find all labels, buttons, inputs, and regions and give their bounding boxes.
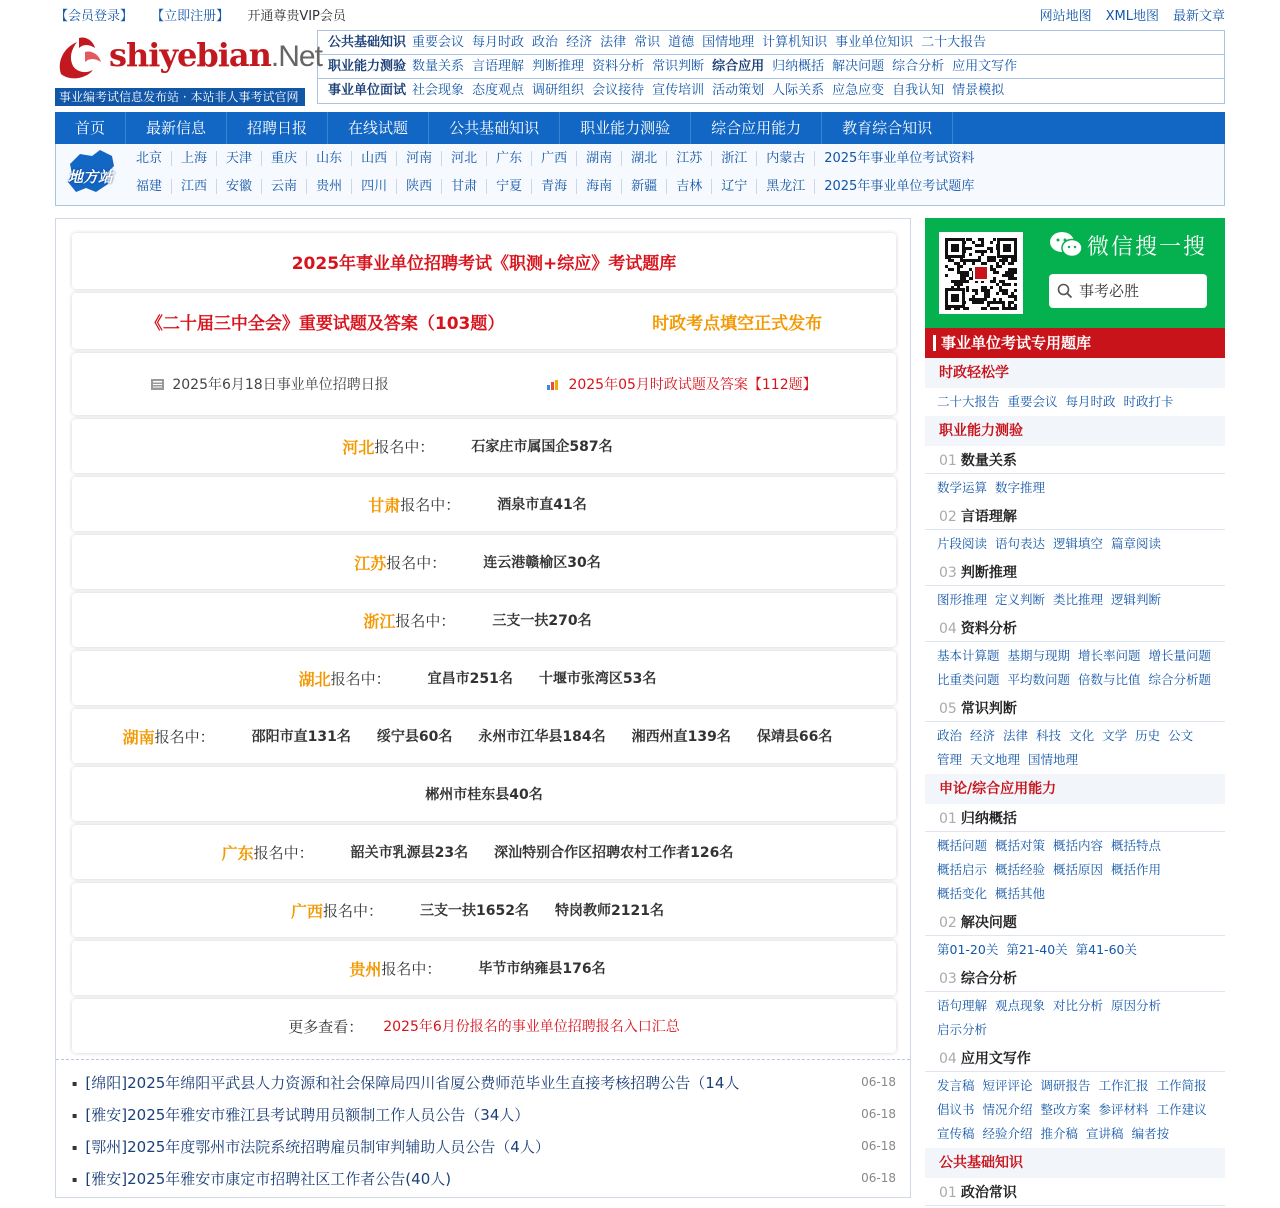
sidebar-link[interactable]: 短评评论 (982, 1078, 1033, 1093)
sidebar-subcategory[interactable] (925, 614, 1225, 642)
sub-number: 04 (939, 1051, 957, 1067)
wechat-title: 微信搜一搜 (1087, 235, 1208, 260)
sub-number: 05 (939, 701, 957, 717)
region-badge[interactable] (56, 144, 126, 204)
sidebar-link[interactable]: 时政打卡 (1123, 394, 1174, 409)
more-row (72, 999, 896, 1053)
sidebar-subcategory[interactable] (925, 558, 1225, 586)
region-link[interactable]: 浙江 (712, 151, 757, 166)
region-link[interactable]: 新疆 (622, 179, 667, 194)
sidebar-link[interactable]: 基期与现期 (1007, 648, 1071, 663)
region-link[interactable]: 江苏 (667, 151, 712, 166)
exam-questions-link[interactable] (547, 374, 816, 394)
promo-right-link[interactable]: 时政考点填空正式发布 (652, 313, 823, 334)
recruit-link[interactable]: 保靖县66名 (756, 729, 833, 745)
news-title[interactable]: ▪ [绵阳]2025年绵阳平武县人力资源和社会保障局四川省厦公费师范毕业生直接考核招聘公告（14人 (72, 1072, 739, 1093)
main-nav-item[interactable]: 在线试题 (328, 112, 429, 144)
sidebar-link[interactable]: 启示分析 (937, 1022, 988, 1037)
main-nav (55, 112, 1225, 144)
header-nav-item[interactable]: 国情地理 (702, 35, 755, 50)
sidebar-link[interactable]: 篇章阅读 (1111, 536, 1162, 551)
logo-brand: shiyebian (109, 36, 271, 74)
sub-name: 言语理解 (960, 509, 1017, 525)
logo-slogan: 事业编考试信息发布站 · 本站非人事考试官网 (55, 88, 305, 106)
sidebar-link[interactable]: 倍数与比值 (1078, 672, 1141, 687)
sidebar-link[interactable]: 二十大报告 (937, 394, 1000, 409)
daily-row (72, 353, 896, 415)
sidebar-link[interactable]: 文化 (1069, 728, 1095, 743)
header-nav-item[interactable]: 数量关系 (412, 59, 465, 74)
sidebar-link[interactable]: 比重类问题 (937, 672, 1000, 687)
sub-name: 常识判断 (960, 701, 1017, 717)
sidebar-link[interactable]: 发言稿 (937, 1078, 975, 1093)
sidebar-link[interactable]: 经验介绍 (982, 1126, 1033, 1141)
recruit-link[interactable]: 深汕特别合作区招聘农村工作者126名 (494, 845, 734, 861)
sidebar-link[interactable]: 类比推理 (1053, 592, 1104, 607)
registering-label: 报名中： (386, 553, 447, 572)
sidebar-links (925, 388, 1225, 416)
sidebar-link[interactable]: 观点现象 (995, 998, 1046, 1013)
recruit-link[interactable]: 湘西州直139名 (631, 729, 731, 745)
sub-number: 02 (939, 915, 957, 931)
sidebar-link[interactable]: 第01-20关 (937, 942, 999, 957)
sidebar-link[interactable]: 概括问题 (937, 838, 988, 853)
sidebar-link[interactable]: 倡议书 (937, 1102, 975, 1117)
region-link[interactable]: 甘肃 (442, 179, 487, 194)
region-link[interactable]: 江西 (172, 179, 217, 194)
sidebar-header: 事业单位考试专用题库 (925, 328, 1225, 358)
province-row (72, 709, 896, 763)
region-link[interactable]: 青海 (532, 179, 577, 194)
register-link[interactable]: 【立即注册】 (151, 8, 230, 24)
sidebar-link[interactable]: 历史 (1135, 728, 1161, 743)
recruit-link[interactable]: 绥宁县60名 (376, 729, 453, 745)
sub-number: 01 (939, 453, 957, 469)
sidebar-links (925, 474, 1225, 502)
header-nav-item[interactable]: 常识判断 (652, 59, 705, 74)
sidebar-subcategory[interactable] (925, 446, 1225, 474)
recruit-link[interactable]: 郴州市桂东县40名 (425, 787, 543, 803)
sidebar-link[interactable]: 国情地理 (1028, 752, 1079, 767)
sidebar-category-title[interactable]: 申论/综合应用能力 (925, 774, 1225, 804)
sidebar-link[interactable]: 概括启示 (937, 862, 988, 877)
header-nav-item[interactable]: 道德 (668, 35, 695, 50)
header-nav-item[interactable]: 调研组织 (532, 83, 585, 98)
sidebar-link[interactable]: 工作简报 (1156, 1078, 1207, 1093)
news-list (72, 1060, 896, 1194)
province-name[interactable]: 江苏 (354, 553, 387, 573)
sidebar-link[interactable]: 管理 (937, 752, 963, 767)
header-nav-item[interactable]: 活动策划 (712, 83, 765, 98)
chart-icon (547, 379, 560, 390)
sidebar-link[interactable]: 对比分析 (1053, 998, 1104, 1013)
sidebar-links (925, 530, 1225, 558)
sub-name: 归纳概括 (960, 811, 1017, 827)
vip-link[interactable]: 开通尊贵VIP会员 (247, 8, 346, 24)
sidebar-link[interactable]: 工作汇报 (1098, 1078, 1149, 1093)
region-link[interactable]: 北京 (132, 151, 172, 166)
region-link[interactable]: 山西 (352, 151, 397, 166)
sidebar-link[interactable]: 概括特点 (1111, 838, 1162, 853)
region-link[interactable]: 天津 (217, 151, 262, 166)
sub-name: 判断推理 (960, 565, 1017, 581)
sidebar-subcategory[interactable] (925, 964, 1225, 992)
province-name[interactable]: 浙江 (363, 611, 396, 631)
header-nav-item[interactable]: 综合应用 (712, 59, 765, 74)
logo-net: .Net (270, 40, 322, 73)
recruit-link[interactable]: 三支一扶270名 (492, 613, 592, 629)
region-link[interactable]: 陕西 (397, 179, 442, 194)
province-row (72, 593, 896, 647)
header-nav-item[interactable]: 经济 (566, 35, 593, 50)
regional-stations (55, 144, 1225, 206)
header-nav-item[interactable]: 言语理解 (472, 59, 525, 74)
more-label: 更多查看： (288, 1017, 364, 1036)
header-category-nav (317, 30, 1225, 104)
region-link[interactable]: 内蒙古 (757, 151, 815, 166)
region-badge-label: 地方站 (68, 168, 114, 186)
recruit-link[interactable]: 连云港赣榆区30名 (483, 555, 601, 571)
header-nav-item[interactable]: 政治 (532, 35, 559, 50)
header-nav-item[interactable]: 常识 (634, 35, 661, 50)
main-nav-item[interactable]: 最新信息 (126, 112, 227, 144)
sidebar-link[interactable]: 重要会议 (1007, 394, 1058, 409)
sidebar-link[interactable]: 语句理解 (937, 998, 988, 1013)
wechat-search-box (925, 218, 1225, 328)
sidebar-link[interactable]: 情况介绍 (982, 1102, 1033, 1117)
header-nav-item[interactable]: 法律 (600, 35, 627, 50)
news-title[interactable]: ▪ [雅安]2025年雅安市康定市招聘社区工作者公告(40人) (72, 1168, 451, 1189)
sidebar-links (925, 832, 1225, 908)
province-name[interactable]: 广东 (221, 843, 254, 863)
region-row-2 (132, 174, 1224, 200)
header-nav-item[interactable]: 会议接待 (592, 83, 645, 98)
region-link[interactable]: 宁夏 (487, 179, 532, 194)
header-nav-row (318, 55, 1224, 79)
sub-number: 03 (939, 565, 957, 581)
province-name[interactable]: 贵州 (349, 959, 382, 979)
recruit-link[interactable]: 韶关市乳源县23名 (350, 845, 469, 861)
sidebar-link[interactable]: 定义判断 (995, 592, 1046, 607)
sidebar-link[interactable]: 图形推理 (937, 592, 988, 607)
sidebar-category-title[interactable]: 公共基础知识 (925, 1148, 1225, 1178)
region-link[interactable]: 重庆 (262, 151, 307, 166)
registering-label: 报名中： (154, 727, 215, 746)
site-logo[interactable] (55, 32, 322, 108)
sidebar-link[interactable]: 基本计算题 (937, 648, 1000, 663)
province-name[interactable]: 甘肃 (368, 495, 401, 515)
sidebar-subcategory[interactable] (925, 502, 1225, 530)
wechat-search-input[interactable] (1049, 274, 1207, 308)
top-link[interactable]: 网站地图 (1039, 8, 1092, 24)
region-link[interactable]: 安徽 (217, 179, 262, 194)
sub-number: 01 (939, 811, 957, 827)
sidebar-link[interactable]: 原因分析 (1111, 998, 1162, 1013)
sidebar-link[interactable]: 语句表达 (995, 536, 1046, 551)
search-icon (1057, 283, 1073, 299)
sub-number: 03 (939, 971, 957, 987)
sidebar-subcategory[interactable] (925, 694, 1225, 722)
region-link[interactable]: 2025年事业单位考试资料 (824, 151, 975, 166)
sidebar-link[interactable]: 增长率问题 (1078, 648, 1141, 663)
qr-code-icon[interactable] (939, 232, 1023, 314)
sidebar-subcategory[interactable] (925, 1044, 1225, 1072)
region-link[interactable]: 黑龙江 (757, 179, 815, 194)
recruit-link[interactable]: 三支一扶1652名 (420, 903, 530, 919)
header-nav-item[interactable]: 社会现象 (412, 83, 465, 98)
sidebar-link[interactable]: 数字推理 (995, 480, 1046, 495)
news-item[interactable] (72, 1098, 896, 1130)
header-nav-item[interactable]: 态度观点 (472, 83, 525, 98)
sidebar-link[interactable]: 逻辑填空 (1053, 536, 1104, 551)
registering-label: 报名中： (374, 437, 435, 456)
province-name[interactable]: 广西 (291, 901, 324, 921)
sidebar-link[interactable]: 推介稿 (1040, 1126, 1079, 1141)
top-bar (55, 0, 1225, 28)
region-link[interactable]: 湖南 (577, 151, 622, 166)
province-row (72, 825, 896, 879)
region-link[interactable]: 广东 (487, 151, 532, 166)
sub-number: 01 (939, 1185, 957, 1201)
header-nav-item[interactable]: 二十大报告 (921, 35, 987, 50)
header-nav-title[interactable]: 职业能力测验 (328, 59, 407, 74)
sidebar-link[interactable]: 文学 (1102, 728, 1128, 743)
sidebar-links (925, 1072, 1225, 1148)
sidebar-link[interactable]: 每月时政 (1065, 394, 1116, 409)
main-nav-item[interactable]: 职业能力测验 (560, 112, 691, 144)
registering-label: 报名中： (323, 901, 384, 920)
sidebar-category-title[interactable]: 时政轻松学 (925, 358, 1225, 388)
sidebar-link[interactable]: 政治 (937, 728, 963, 743)
news-item[interactable] (72, 1130, 896, 1162)
province-row (72, 767, 896, 821)
sidebar-link[interactable]: 调研报告 (1040, 1078, 1091, 1093)
province-name[interactable]: 湖北 (298, 669, 331, 689)
recruit-link[interactable]: 石家庄市属国企587名 (471, 439, 613, 455)
sub-name: 解决问题 (960, 915, 1017, 931)
header-nav-item[interactable]: 事业单位知识 (835, 35, 914, 50)
sidebar-link[interactable]: 宣讲稿 (1086, 1126, 1124, 1141)
sidebar-links (925, 936, 1225, 964)
header-nav-item[interactable]: 每月时政 (472, 35, 525, 50)
recruit-link[interactable]: 永州市江华县184名 (478, 729, 606, 745)
daily-report-link[interactable] (151, 374, 388, 394)
sidebar-link[interactable]: 整改方案 (1040, 1102, 1091, 1117)
registering-label: 报名中： (381, 959, 442, 978)
province-row (72, 535, 896, 589)
main-nav-item[interactable]: 公共基础知识 (429, 112, 560, 144)
province-row (72, 651, 896, 705)
province-row (72, 941, 896, 995)
sidebar-link[interactable]: 公文 (1168, 728, 1194, 743)
sidebar-link[interactable]: 概括作用 (1111, 862, 1162, 877)
header-nav-item[interactable]: 资料分析 (592, 59, 645, 74)
sub-name: 数量关系 (960, 453, 1017, 469)
sidebar-link[interactable]: 经济 (970, 728, 996, 743)
news-title[interactable]: ▪ [雅安]2025年雅安市雅江县考试聘用员额制工作人员公告（34人） (72, 1104, 529, 1125)
promo-row (72, 293, 896, 349)
sidebar-link[interactable]: 增长量问题 (1148, 648, 1212, 663)
sidebar-link[interactable]: 科技 (1036, 728, 1062, 743)
region-link[interactable]: 上海 (172, 151, 217, 166)
top-link[interactable]: XML地图 (1105, 8, 1159, 24)
recruit-link[interactable]: 邵阳市直131名 (251, 729, 351, 745)
header-nav-item[interactable]: 综合分析 (892, 59, 945, 74)
sidebar-link[interactable]: 法律 (1003, 728, 1029, 743)
header-nav-item[interactable]: 情景模拟 (952, 83, 1005, 98)
exam-questions-text: 2025年05月时政试题及答案【112题】 (568, 377, 817, 393)
header-nav-item[interactable]: 人际关系 (772, 83, 825, 98)
sidebar-subcategory[interactable] (925, 1178, 1225, 1206)
sidebar-link[interactable]: 编者按 (1131, 1126, 1170, 1141)
main-nav-item[interactable]: 招聘日报 (227, 112, 328, 144)
recruit-link[interactable]: 酒泉市直41名 (497, 497, 587, 513)
sidebar-category-title[interactable]: 职业能力测验 (925, 416, 1225, 446)
recruit-link[interactable]: 宜昌市251名 (427, 671, 513, 687)
registering-label: 报名中： (330, 669, 391, 688)
news-date: 06-18 (861, 1171, 896, 1185)
news-date: 06-18 (861, 1139, 896, 1153)
sidebar-link[interactable]: 数学运算 (937, 480, 988, 495)
recruit-link[interactable]: 特岗教师2121名 (555, 903, 664, 919)
news-date: 06-18 (861, 1107, 896, 1121)
top-link[interactable]: 最新文章 (1172, 8, 1225, 24)
sidebar-link[interactable]: 概括对策 (995, 838, 1046, 853)
region-link[interactable]: 四川 (352, 179, 397, 194)
header-nav-item[interactable]: 计算机知识 (762, 35, 828, 50)
main-nav-item[interactable]: 综合应用能力 (691, 112, 822, 144)
region-link[interactable]: 辽宁 (712, 179, 757, 194)
header-nav-item[interactable]: 解决问题 (832, 59, 885, 74)
registering-label: 报名中： (400, 495, 461, 514)
news-date: 06-18 (861, 1075, 896, 1089)
sidebar-link[interactable]: 概括内容 (1053, 838, 1104, 853)
promo-left-link[interactable]: 《二十届三中全会》重要试题及答案（103题） (145, 313, 505, 334)
region-link[interactable]: 2025年事业单位考试题库 (824, 179, 975, 194)
header-nav-item[interactable]: 应用文写作 (952, 59, 1018, 74)
region-link[interactable]: 福建 (132, 179, 172, 194)
main-nav-item[interactable]: 首页 (55, 112, 126, 144)
daily-report-text: 2025年6月18日事业单位招聘日报 (172, 377, 389, 393)
sidebar-link[interactable]: 工作建议 (1156, 1102, 1207, 1117)
region-link[interactable]: 云南 (262, 179, 307, 194)
sidebar-link[interactable]: 片段阅读 (937, 536, 988, 551)
newspaper-icon (151, 379, 164, 390)
sidebar-links (925, 642, 1225, 694)
header-nav-item[interactable]: 归纳概括 (772, 59, 825, 74)
header-nav-title[interactable]: 事业单位面试 (328, 83, 407, 98)
header-nav-item[interactable]: 宣传培训 (652, 83, 705, 98)
sidebar-link[interactable]: 概括原因 (1053, 862, 1104, 877)
region-link[interactable]: 海南 (577, 179, 622, 194)
province-name[interactable]: 河北 (342, 437, 375, 457)
region-link[interactable]: 广西 (532, 151, 577, 166)
sub-name: 综合分析 (960, 971, 1017, 987)
header-nav-row (318, 79, 1224, 103)
main-nav-item[interactable]: 教育综合知识 (822, 112, 953, 144)
region-link[interactable]: 湖北 (622, 151, 667, 166)
region-link[interactable]: 吉林 (667, 179, 712, 194)
sidebar-link[interactable]: 宣传稿 (937, 1126, 975, 1141)
sidebar-link[interactable]: 概括经验 (995, 862, 1046, 877)
sub-name: 政治常识 (960, 1185, 1017, 1201)
sidebar-subcategory[interactable] (925, 908, 1225, 936)
region-link[interactable]: 河南 (397, 151, 442, 166)
exam-bank-banner[interactable]: 2025年事业单位招聘考试《职测+综应》考试题库 (72, 233, 896, 289)
sub-name: 资料分析 (960, 621, 1017, 637)
sidebar-link[interactable]: 参评材料 (1098, 1102, 1149, 1117)
more-link[interactable]: 2025年6月份报名的事业单位招聘报名入口汇总 (383, 1019, 680, 1035)
news-item[interactable] (72, 1066, 896, 1098)
logo-mark-icon (55, 34, 107, 82)
sub-number: 04 (939, 621, 957, 637)
sidebar-link[interactable]: 平均数问题 (1007, 672, 1071, 687)
province-row (72, 419, 896, 473)
news-title[interactable]: ▪ [鄂州]2025年度鄂州市法院系统招聘雇员制审判辅助人员公告（4人） (72, 1136, 550, 1157)
header-nav-row (318, 31, 1224, 55)
sidebar-links (925, 992, 1225, 1044)
region-link[interactable]: 山东 (307, 151, 352, 166)
sidebar-links (925, 586, 1225, 614)
sidebar-link[interactable]: 逻辑判断 (1111, 592, 1162, 607)
province-name[interactable]: 湖南 (122, 727, 155, 747)
region-link[interactable]: 河北 (442, 151, 487, 166)
header-nav-item[interactable]: 重要会议 (412, 35, 465, 50)
sidebar-link[interactable]: 概括其他 (995, 886, 1046, 901)
registering-label: 报名中： (395, 611, 456, 630)
header-nav-item[interactable]: 判断推理 (532, 59, 585, 74)
sidebar-links (925, 722, 1225, 774)
sub-name: 应用文写作 (960, 1051, 1031, 1067)
sidebar-link[interactable]: 第21-40关 (1006, 942, 1068, 957)
header-nav-item[interactable]: 应急应变 (832, 83, 885, 98)
login-link[interactable]: 【会员登录】 (55, 8, 134, 24)
news-item[interactable] (72, 1162, 896, 1194)
header-nav-item[interactable]: 自我认知 (892, 83, 945, 98)
region-link[interactable]: 贵州 (307, 179, 352, 194)
province-row (72, 883, 896, 937)
header-nav-title[interactable]: 公共基础知识 (328, 35, 407, 50)
sub-number: 02 (939, 509, 957, 525)
province-row (72, 477, 896, 531)
sidebar (925, 218, 1225, 1206)
sidebar-link[interactable]: 综合分析题 (1148, 672, 1212, 687)
sidebar-subcategory[interactable] (925, 804, 1225, 832)
main-content (55, 218, 911, 1198)
registering-label: 报名中： (253, 843, 314, 862)
sidebar-link[interactable]: 第41-60关 (1075, 942, 1137, 957)
wechat-search-text: 事考必胜 (1079, 282, 1140, 300)
sidebar-link[interactable]: 天文地理 (970, 752, 1021, 767)
recruit-link[interactable]: 毕节市纳雍县176名 (478, 961, 606, 977)
recruit-link[interactable]: 十堰市张湾区53名 (538, 671, 657, 687)
region-row-1 (132, 146, 1224, 172)
sidebar-link[interactable]: 概括变化 (937, 886, 988, 901)
wechat-icon (1049, 231, 1083, 259)
